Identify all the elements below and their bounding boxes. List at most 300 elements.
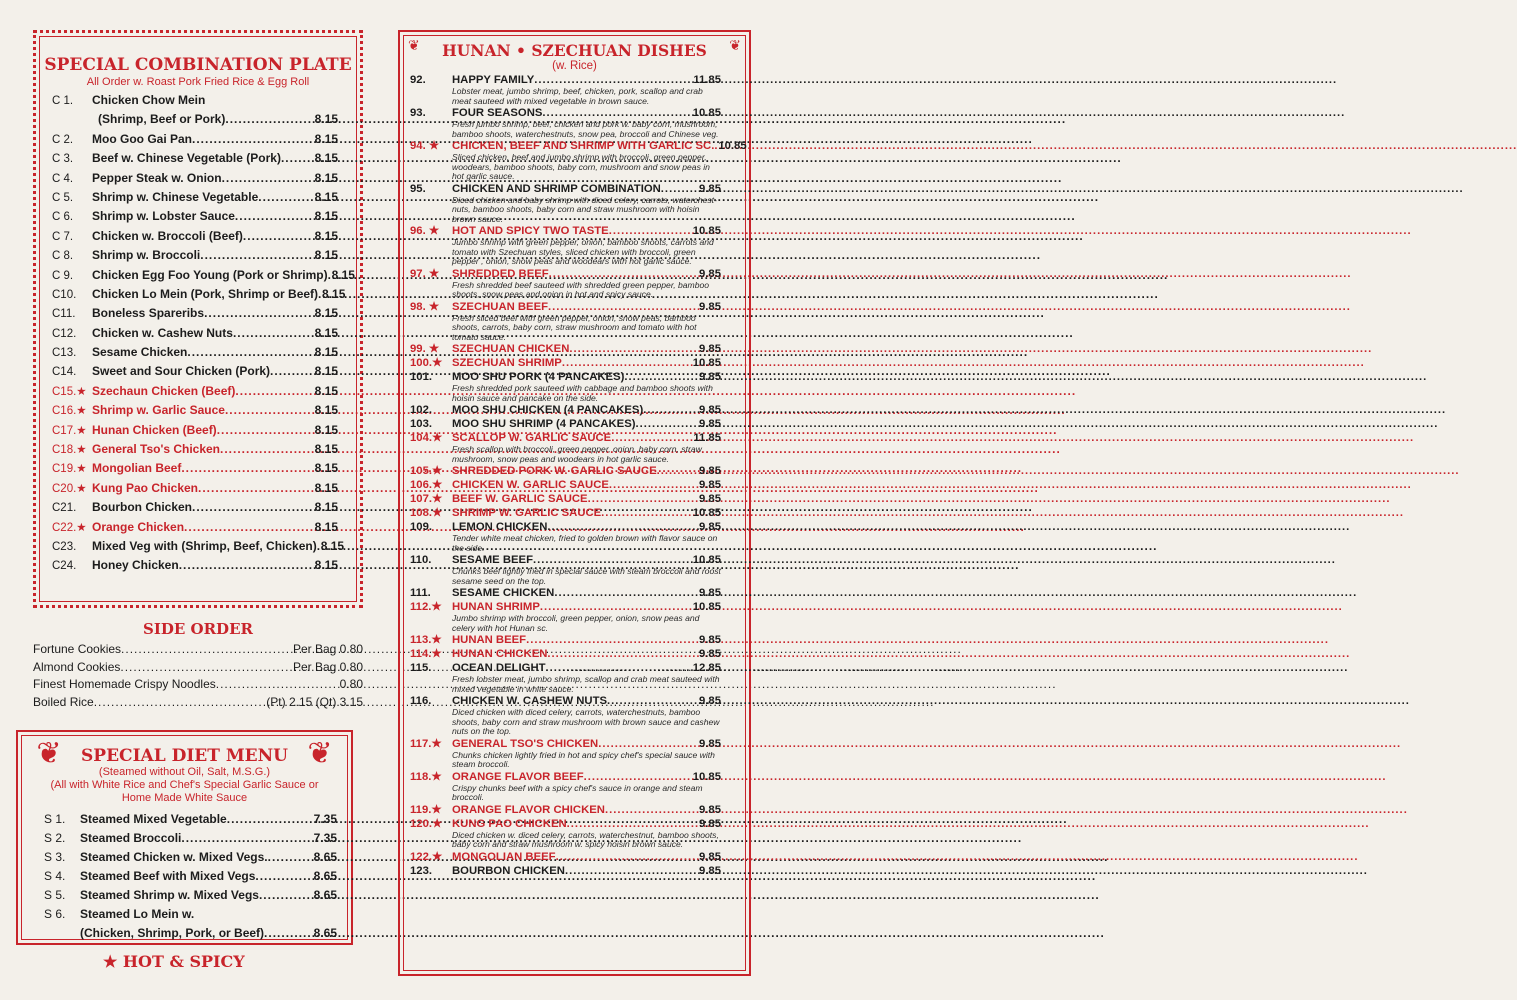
menu-item (410, 695, 721, 737)
menu-row (52, 558, 338, 577)
menu-row (33, 677, 363, 695)
item-name: Boneless Spareribs (92, 306, 205, 321)
item-name: Steamed Broccoli (80, 831, 182, 845)
item-code: 117.★ (410, 737, 442, 750)
item-code: 97. ★ (410, 267, 439, 280)
item-code: 101. (410, 371, 432, 383)
item-price: 8.15 (331, 267, 355, 282)
item-code: S 2. (44, 831, 66, 845)
item-name: FOUR SEASONS (452, 107, 543, 119)
ornament-icon: ❦ (729, 37, 741, 53)
item-code: C12. (52, 327, 77, 340)
item-price: 10.85 (692, 770, 721, 783)
item-name: SHRIMP W. GARLIC SAUCE (452, 507, 602, 519)
dot-leader (204, 306, 315, 320)
menu-row (52, 364, 338, 383)
dot-leader (281, 151, 315, 165)
item-name: Chicken Egg Foo Young (Pork or Shrimp) (92, 267, 328, 282)
item-name: OCEAN DELIGHT (452, 662, 546, 674)
item-price: 9.85 (699, 695, 721, 707)
item-code: C11. (52, 308, 76, 321)
item-code: 112.★ (410, 601, 442, 613)
item-price: 8.15 (322, 286, 346, 301)
item-name: ORANGE FLAVOR BEEF (452, 770, 584, 783)
item-name: CHICKEN, BEEF AND SHRIMP WITH GARLIC SC. (452, 140, 715, 152)
item-price: 8.15 (314, 228, 338, 243)
menu-item (410, 357, 721, 370)
item-code: S 1. (44, 812, 66, 826)
item-price: 9.85 (699, 371, 721, 383)
item-name: BOURBON CHICKEN (452, 864, 565, 877)
menu-row (52, 248, 338, 267)
item-code: 100.★ (410, 357, 443, 369)
item-code: 119.★ (410, 803, 442, 816)
item-name: SESAME CHICKEN (452, 587, 555, 599)
item-price: 8.15 (314, 325, 338, 340)
menu-row (410, 479, 721, 492)
item-name: MOO SHU CHICKEN (4 PANCAKES) (452, 404, 644, 416)
item-code: 105.★ (410, 465, 443, 477)
item-code: 110. (410, 554, 432, 566)
item-name: Steamed Mixed Vegetable (80, 812, 227, 826)
dot-leader (225, 112, 314, 126)
menu-item (410, 493, 721, 506)
item-price: 9.85 (699, 343, 721, 355)
menu-row (410, 738, 721, 751)
item-code: S 5. (44, 888, 66, 902)
item-name: Chicken w. Broccoli (Beef) (92, 228, 243, 243)
item-code: 94. ★ (410, 140, 439, 152)
item-code: C23. (52, 540, 77, 553)
item-code: S 3. (44, 850, 66, 864)
item-name: Szechaun Chicken (Beef) (92, 383, 236, 398)
item-code: C17.★ (52, 424, 87, 437)
item-name: HAPPY FAMILY (452, 74, 535, 86)
item-description: Jumbo shrimp with green pepper, onion, bamboo shoots, carrots and tomato with Szechuan styles, sliced chicken with broccoli, green pepper , onion, snow peas and woodears with hot garlic sauce. (452, 237, 714, 266)
menu-item (410, 634, 721, 647)
item-price: 9.85 (699, 267, 721, 280)
menu-row (410, 771, 721, 784)
item-name: SHREDDED PORK W. GARLIC SAUCE (452, 465, 657, 477)
item-price: 10.85 (692, 225, 721, 237)
item-description: Diced chicken with diced celery, carrots, waterchestnuts, bamboo shoots, baby corn and straw mushroom with brown sauce and cashew nuts on the top. (452, 707, 720, 736)
item-code: 95. (410, 182, 426, 195)
menu-item (410, 371, 721, 403)
item-price: (Pt) 2.15 (Qt) 3.15 (266, 694, 363, 709)
item-name: Steamed Lo Mein w. (80, 907, 195, 921)
item-price: Per Bag 0.80 (292, 659, 363, 674)
item-name: MOO SHU SHRIMP (4 PANCAKES) (452, 418, 636, 430)
heart-icon: ❦ (36, 737, 62, 770)
item-name: CHICKEN W. CASHEW NUTS (452, 695, 608, 707)
menu-row (52, 267, 355, 287)
dot-leader (217, 423, 315, 437)
item-name: SZECHUAN BEEF (452, 300, 549, 313)
dot-leader (264, 926, 314, 940)
menu-row (52, 384, 338, 403)
item-code: C 1. (52, 95, 74, 107)
menu-row (410, 865, 721, 878)
item-code: 104.★ (410, 432, 443, 444)
item-code: C 6. (52, 211, 74, 224)
item-name: Bourbon Chicken (92, 500, 193, 515)
item-description: Lobster meat, jumbo shrimp, beef, chicken, pork, scallop and crab meat sauteed with mixed vegetable in brown sauce. (452, 86, 703, 106)
dot-leader (235, 209, 315, 223)
item-code: 93. (410, 107, 426, 119)
item-price: 8.15 (314, 461, 338, 476)
item-price: 10.85 (692, 554, 721, 566)
menu-row (410, 587, 721, 600)
heart-icon: ❦ (307, 737, 333, 770)
dot-leader (636, 418, 700, 431)
item-name: Almond Cookies (33, 659, 121, 674)
item-price: 8.15 (314, 189, 338, 204)
dot-leader (547, 648, 699, 661)
menu-row (52, 209, 338, 228)
item-price: 9.85 (699, 300, 721, 313)
item-name: Steamed Chicken w. Mixed Vegs. (80, 850, 268, 864)
menu-row (410, 183, 721, 196)
item-price: 10.85 (692, 507, 721, 519)
item-code: C21. (52, 502, 77, 515)
item-price: 7.35 (313, 831, 337, 845)
item-name: HUNAN SHRIMP (452, 601, 540, 613)
menu-row (410, 648, 721, 661)
item-name: HOT AND SPICY TWO TASTE (452, 225, 609, 237)
item-description: Fresh shredded beef sauteed with shredded green pepper, bamboo shoots, snow peas and onion in hot and spicy sauce. (452, 279, 710, 299)
menu-row (33, 660, 363, 678)
menu-row (410, 507, 721, 520)
dot-leader (200, 248, 314, 262)
item-description: Crispy chunks beef with a spicy chef's sauce in orange and steam broccoli. (452, 782, 703, 802)
hunan-list (410, 74, 747, 879)
item-name: Moo Goo Gai Pan (92, 131, 193, 146)
menu-row (52, 286, 346, 306)
item-price: 9.85 (699, 404, 721, 416)
item-name: Mongolian Beef (92, 461, 182, 476)
item-code: 103. (410, 418, 432, 430)
item-price: 8.65 (313, 888, 337, 902)
item-name: (Shrimp, Beef or Pork) (98, 112, 226, 127)
menu-row (52, 93, 338, 112)
item-code: 115. (410, 662, 432, 674)
item-name: Shrimp w. Garlic Sauce (92, 403, 225, 418)
combination-title: SPECIAL COMBINATION PLATE (44, 55, 352, 75)
item-description: Diced chicken w. diced celery, carrots, waterchestnut, bamboo shoots, baby corn and straw mushroom w. spicy hoisin brown sauce. (452, 829, 719, 849)
item-price: 9.85 (699, 182, 721, 195)
dot-leader (643, 404, 699, 417)
menu-item (410, 183, 721, 225)
menu-item (410, 738, 721, 770)
menu-row (52, 306, 338, 325)
dot-leader (556, 851, 699, 864)
menu-item (410, 404, 721, 417)
menu-row (410, 465, 721, 478)
item-price: 0.80 (339, 677, 363, 691)
dot-leader (235, 384, 314, 398)
menu-item (410, 818, 721, 850)
menu-row (410, 268, 721, 281)
item-code: C13. (52, 347, 77, 360)
item-name: Shrimp w. Chinese Vegetable (92, 189, 259, 204)
item-name: SZECHUAN CHICKEN (452, 343, 570, 355)
item-price: 10.85 (692, 601, 721, 613)
menu-row (52, 481, 338, 500)
item-code: 102. (410, 404, 432, 416)
dot-leader (605, 804, 699, 817)
dot-leader (657, 465, 699, 478)
item-code: 98. ★ (410, 300, 439, 313)
item-price: 8.15 (314, 345, 338, 360)
item-price: 9.85 (699, 418, 721, 430)
item-name: Sesame Chicken (92, 345, 188, 360)
item-price: 8.15 (314, 422, 338, 437)
item-description: Chunks chicken lightly fried in hot and spicy chef's special sauce with steam broccoli. (452, 749, 715, 769)
menu-item (410, 507, 721, 520)
menu-item (410, 601, 721, 633)
item-name: Shrimp w. Lobster Sauce (92, 209, 235, 224)
item-price: 8.65 (313, 869, 337, 883)
menu-item (410, 804, 721, 817)
menu-item (410, 851, 721, 864)
menu-row (52, 132, 338, 151)
item-name: SHREDDED BEEF (452, 267, 549, 280)
dot-leader (255, 869, 313, 883)
diet-menu-list (44, 812, 337, 945)
item-name: HUNAN CHICKEN (452, 648, 548, 660)
item-name: Steamed Shrimp w. Mixed Vegs (80, 888, 259, 902)
dot-leader (567, 818, 699, 831)
dot-leader (565, 865, 699, 878)
item-price: 12.85 (692, 662, 721, 674)
hunan-title: HUNAN • SZECHUAN DISHES (442, 41, 707, 60)
ornament-icon: ❦ (408, 37, 420, 53)
menu-row (410, 493, 721, 506)
item-code: 111. (410, 587, 431, 599)
item-price: 8.15 (314, 209, 338, 224)
item-code: C22.★ (52, 521, 87, 534)
item-name: CHICKEN W. GARLIC SAUCE (452, 479, 609, 491)
item-name: GENERAL TSO'S CHICKEN (452, 737, 599, 750)
item-price: 11.85 (693, 74, 721, 86)
dot-leader (270, 364, 315, 378)
dot-leader (233, 326, 315, 340)
item-code: 114.★ (410, 648, 442, 660)
menu-item (410, 587, 721, 600)
item-description: Fresh scallop with broccoli, green pepper, onion, baby corn, straw mushroom, snow peas and woodears in hot garlic sauce. (452, 444, 702, 464)
menu-row (52, 500, 338, 519)
item-code: S 6. (44, 907, 66, 921)
item-name: Mixed Veg with (Shrimp, Beef, Chicken) (92, 538, 317, 553)
item-description: Fresh lobster meat, jumbo shrimp, scallop and crab meat sauteed with mixed vegetable in white sauce. (452, 674, 720, 694)
menu-row (33, 695, 363, 713)
item-name: Shrimp w. Broccoli (92, 248, 201, 263)
menu-row (410, 418, 721, 431)
dot-leader (554, 587, 699, 600)
item-name: Fortune Cookies (33, 642, 122, 656)
menu-row (44, 926, 337, 945)
diet-menu-subtitle-3: Home Made White Sauce (121, 792, 248, 804)
side-order-title: SIDE ORDER (143, 620, 253, 638)
item-code: C 8. (52, 250, 74, 263)
menu-row (410, 851, 721, 864)
menu-row (52, 538, 345, 558)
combination-subtitle: All Order w. Roast Pork Fried Rice & Egg Roll (86, 76, 310, 88)
menu-item (410, 554, 721, 586)
item-price: 9.85 (699, 521, 721, 533)
item-name: MONGOLIAN BEEF (452, 850, 556, 863)
menu-row (52, 403, 338, 422)
item-code: S 4. (44, 869, 66, 883)
item-code: 116. (410, 695, 432, 707)
item-name: ORANGE FLAVOR CHICKEN (452, 803, 605, 816)
diet-menu-subtitle-2: (All with White Rice and Chef's Special Garlic Sauce or (50, 779, 319, 791)
item-price: 9.85 (699, 817, 721, 830)
dot-leader (184, 520, 315, 534)
item-price: 8.65 (313, 926, 337, 940)
dot-leader (259, 888, 314, 902)
dot-leader (179, 558, 315, 572)
item-price: 8.15 (314, 480, 338, 495)
item-name: Kung Pao Chicken (92, 480, 199, 495)
combination-list (52, 93, 355, 578)
item-description: Fresh shredded pork sauteed with cabbage and bamboo shoots with hoisin sauce and pancake on the side. (452, 383, 713, 403)
item-code: 120.★ (410, 817, 443, 830)
item-code: 106.★ (410, 479, 443, 491)
item-price: 8.15 (314, 442, 338, 457)
hunan-subtitle: (w. Rice) (552, 60, 597, 72)
item-name: BEEF W. GARLIC SAUCE (452, 493, 588, 505)
item-price: 7.35 (313, 812, 337, 826)
dot-leader (661, 183, 699, 196)
item-code: 113.★ (410, 634, 442, 646)
item-code: C16.★ (52, 405, 87, 418)
item-name: Pepper Steak w. Onion (92, 170, 222, 185)
menu-row (410, 343, 721, 356)
item-name: Finest Homemade Crispy Noodles (33, 677, 216, 691)
item-name: Chicken Chow Mein (92, 93, 206, 107)
menu-item (410, 648, 721, 661)
menu-row (52, 112, 338, 131)
menu-row (52, 151, 338, 170)
dot-leader (549, 268, 699, 281)
item-code: 109. (410, 521, 432, 533)
item-code: 92. (410, 74, 426, 86)
dot-leader (258, 190, 314, 204)
item-price: 9.85 (699, 864, 721, 877)
item-price: 8.15 (314, 500, 338, 515)
item-price: 8.15 (314, 364, 338, 379)
dot-leader (609, 479, 699, 492)
dot-leader (225, 403, 315, 417)
dot-leader (216, 677, 340, 691)
item-code: C18.★ (52, 444, 87, 457)
item-price: 9.85 (699, 465, 721, 477)
item-price: 8.15 (314, 248, 338, 263)
item-price: 8.15 (314, 383, 338, 398)
item-price: 8.15 (314, 306, 338, 321)
item-code: C 4. (52, 172, 74, 185)
dot-leader (227, 812, 314, 826)
item-price: 8.15 (314, 519, 338, 534)
menu-row (44, 850, 337, 869)
menu-row (52, 345, 338, 364)
item-code: 122.★ (410, 850, 443, 863)
item-code: 96. ★ (410, 225, 439, 237)
item-price: 8.15 (314, 112, 338, 127)
diet-menu-section (16, 730, 353, 945)
item-price: 9.85 (699, 850, 721, 863)
combination-plate-section (33, 30, 363, 608)
menu-row (410, 357, 721, 370)
item-price: 8.15 (314, 558, 338, 573)
item-price: 9.85 (699, 634, 721, 646)
item-code: C 7. (52, 230, 74, 243)
menu-row (52, 461, 338, 480)
menu-item (410, 343, 721, 356)
item-name: Chicken Lo Mein (Pork, Shrimp or Beef) (92, 286, 319, 301)
menu-row (44, 831, 337, 850)
item-price: 9.85 (699, 803, 721, 816)
item-price: 8.15 (320, 538, 345, 553)
item-price: 8.15 (314, 403, 338, 418)
menu-row (410, 818, 721, 831)
menu-item (410, 140, 747, 182)
item-code: C 5. (52, 191, 74, 204)
item-name: Boiled Rice (33, 694, 94, 709)
item-code: C14. (52, 366, 77, 379)
menu-row (33, 642, 363, 660)
menu-item (410, 521, 721, 553)
item-price: 9.85 (699, 587, 721, 599)
item-name: Chicken w. Cashew Nuts (92, 325, 233, 340)
item-name: CHICKEN AND SHRIMP COMBINATION (452, 182, 661, 195)
dot-leader (584, 771, 693, 784)
menu-item (410, 418, 721, 431)
item-code: 99. ★ (410, 343, 439, 355)
dot-leader (562, 357, 693, 370)
menu-item (410, 74, 721, 106)
item-price: 8.15 (314, 151, 338, 166)
item-name: Sweet and Sour Chicken (Pork) (92, 364, 271, 379)
dot-leader (94, 695, 267, 709)
hot-spicy-legend: ★ HOT & SPICY (103, 952, 245, 971)
item-name: Orange Chicken (92, 519, 185, 534)
dot-leader (120, 660, 293, 674)
dot-leader (192, 500, 315, 514)
item-name: General Tso's Chicken (92, 442, 221, 457)
dot-leader (181, 461, 314, 475)
item-code: 118.★ (410, 770, 442, 783)
menu-item (410, 432, 721, 464)
item-name: Steamed Beef with Mixed Vegs (80, 869, 256, 883)
menu-item (410, 225, 721, 267)
item-name: (Chicken, Shrimp, Pork, or Beef) (80, 926, 265, 940)
item-name: SZECHUAN SHRIMP (452, 357, 562, 369)
item-description: Tender white meat chicken, fried to golden brown with flavor sauce on the side. (452, 533, 718, 553)
menu-row (44, 812, 337, 831)
item-price: 9.85 (699, 493, 721, 505)
dot-leader (220, 442, 315, 456)
dot-leader (588, 493, 699, 506)
item-price: 8.15 (314, 170, 338, 185)
item-code: C24. (52, 560, 77, 573)
dot-leader (187, 345, 314, 359)
menu-item (410, 662, 721, 694)
menu-row (52, 229, 338, 248)
menu-row (410, 301, 721, 314)
menu-row (44, 907, 337, 926)
